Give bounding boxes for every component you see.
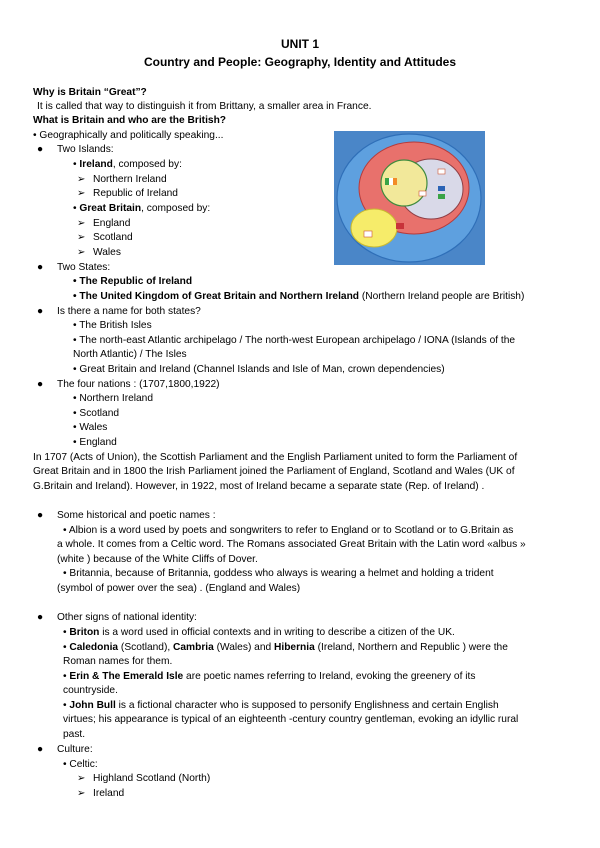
erin-def: are poetic names referring to Ireland, evoking the greenery of its [183, 671, 476, 682]
unit-subtitle: Country and People: Geography, Identity and Attitudes [143, 55, 457, 69]
briton-line: • Briton is a word used in official contexts and in writing to describe a citizen of the UK. [63, 627, 455, 638]
isle-of-man-flag-icon [396, 223, 404, 229]
gb-label: Great Britain [79, 203, 142, 214]
state2-note: (Northern Ireland people are British) [359, 291, 525, 302]
erin-line: • Erin & The Emerald Isle are poetic names referring to Ireland, evoking the greenery of its [63, 671, 476, 682]
bullet-dot-icon: ● [37, 612, 44, 623]
ireland-label: Ireland [79, 159, 113, 170]
name-question: Is there a name for both states? [57, 306, 201, 317]
arrow-bullet-icon: ➢ [77, 174, 86, 185]
great-britain-line: • Great Britain, composed by: [73, 203, 211, 214]
arrow-bullet-icon: ➢ [77, 232, 86, 243]
state-republic: • The Republic of Ireland [73, 276, 193, 287]
four-nations-heading: The four nations : (1707,1800,1922) [57, 379, 220, 390]
name-archipelago: • The north-east Atlantic archipelago / The north-west European archipelago / IONA (Islands of the [73, 335, 516, 346]
ireland-rest: , composed by: [112, 159, 182, 170]
john-bull-line-3: past. [63, 729, 86, 740]
acts-of-union-para-2: Great Britain and in 1800 the Irish Parliament joined the Parliament of England, Scotland and Wales (UK of [33, 466, 515, 477]
briton-term: Briton [69, 627, 100, 638]
britannia-line-2: (symbol of power over the sea) . (England and Wales) [57, 583, 301, 594]
bullet-dot-icon: ● [37, 306, 44, 317]
question-what-is-britain: What is Britain and who are the British? [33, 115, 227, 126]
john-bull-line-2: virtues; his appearance is typical of an eighteenth -century country gentleman, evoking an idyllic rural [63, 714, 519, 725]
item-northern-ireland: Northern Ireland [93, 174, 167, 185]
roman-names-line: • Caledonia (Scotland), Cambria (Wales) and Hibernia (Ireland, Northern and Republic ) were the [63, 642, 508, 653]
england-flag-icon [438, 169, 445, 174]
nation-northern-ireland: • Northern Ireland [73, 393, 154, 404]
erin-term: Erin & The Emerald Isle [69, 671, 184, 682]
erin-line-2: countryside. [63, 685, 118, 696]
state1-text: The Republic of Ireland [79, 276, 193, 287]
item-wales: Wales [93, 247, 121, 258]
arrow-bullet-icon: ➢ [77, 188, 86, 199]
item-ireland-culture: Ireland [93, 788, 125, 799]
two-islands-heading: Two Islands: [57, 144, 114, 155]
caledonia-rest: (Scotland), [118, 642, 174, 653]
two-states-heading: Two States: [57, 262, 111, 273]
roman-names-line-2: Roman names for them. [63, 656, 173, 667]
name-archipelago-cont: North Atlantic) / The Isles [73, 349, 187, 360]
gb-rest: , composed by: [141, 203, 211, 214]
bullet-dot-icon: ● [37, 510, 44, 521]
bullet-dot-icon: ● [37, 744, 44, 755]
bullet-dot-icon: ● [37, 379, 44, 390]
albion-line-2: a whole. It comes from a Celtic word. The Romans associated Great Britain with the Latin word «albus » [57, 539, 526, 550]
hibernia-rest: (Ireland, Northern and Republic ) were the [314, 642, 508, 653]
arrow-bullet-icon: ➢ [77, 773, 86, 784]
nation-england: • England [73, 437, 117, 448]
acts-of-union-para-3: G.Britain and Ireland). However, in 1922, most of Ireland became a separate state (Rep. of Ireland) . [33, 481, 485, 492]
unit-title: UNIT 1 [280, 37, 319, 51]
name-british-isles: • The British Isles [73, 320, 152, 331]
state2-text: The United Kingdom of Great Britain and Northern Ireland [79, 291, 360, 302]
albion-line-1: • Albion is a word used by poets and songwriters to refer to England or to Scotland or to G.Britain as [63, 525, 514, 536]
scotland-flag-icon [438, 186, 445, 191]
intro-line: • Geographically and politically speaking... [33, 130, 224, 141]
cambria-term: Cambria [173, 642, 214, 653]
item-scotland: Scotland [93, 232, 133, 243]
john-bull-def: is a fictional character who is supposed to personify Englishness and certain English [115, 700, 499, 711]
ni-flag-icon [419, 191, 426, 196]
arrow-bullet-icon: ➢ [77, 788, 86, 799]
briton-def: is a word used in official contexts and in writing to describe a citizen of the UK. [99, 627, 455, 638]
nation-scotland: • Scotland [73, 408, 120, 419]
state-uk: • The United Kingdom of Great Britain and Northern Ireland (Northern Ireland people are British) [73, 291, 525, 302]
john-bull-term: John Bull [69, 700, 116, 711]
ireland-line: • Ireland, composed by: [73, 159, 182, 170]
item-republic-ireland: Republic of Ireland [93, 188, 178, 199]
name-gb-ireland: • Great Britain and Ireland (Channel Islands and Isle of Man, crown dependencies) [73, 364, 445, 375]
irish-flag-white [389, 178, 393, 185]
item-england: England [93, 218, 131, 229]
wales-flag-icon [438, 194, 445, 199]
cambria-rest: (Wales) and [213, 642, 274, 653]
albion-line-3: (white ) because of the White Cliffs of Dover. [57, 554, 258, 565]
caledonia-term: Caledonia [69, 642, 119, 653]
historical-names-heading: Some historical and poetic names : [57, 510, 216, 521]
question-why-great: Why is Britain “Great”? [33, 87, 147, 98]
britannia-line-1: • Britannia, because of Britannia, goddess who always is wearing a helmet and holding a trident [63, 568, 494, 579]
bullet-dot-icon: ● [37, 262, 44, 273]
bullet-dot-icon: ● [37, 144, 44, 155]
culture-heading: Culture: [57, 744, 93, 755]
john-bull-line: • John Bull is a fictional character who is supposed to personify Englishness and certain English [63, 700, 499, 711]
celtic-line: • Celtic: [63, 759, 98, 770]
crown-dependencies-circle [351, 209, 397, 247]
nation-wales: • Wales [73, 422, 108, 433]
hibernia-term: Hibernia [274, 642, 315, 653]
british-isles-euler-diagram [334, 131, 485, 265]
channel-islands-flag-icon [364, 231, 372, 237]
acts-of-union-para: In 1707 (Acts of Union), the Scottish Parliament and the English Parliament united to form the Parliament of [33, 452, 518, 463]
item-highland-scotland: Highland Scotland (North) [93, 773, 211, 784]
answer-why-great: It is called that way to distinguish it from Brittany, a smaller area in France. [37, 101, 372, 112]
irish-flag-orange [393, 178, 397, 185]
arrow-bullet-icon: ➢ [77, 247, 86, 258]
arrow-bullet-icon: ➢ [77, 218, 86, 229]
other-signs-heading: Other signs of national identity: [57, 612, 197, 623]
irish-flag-green [385, 178, 389, 185]
